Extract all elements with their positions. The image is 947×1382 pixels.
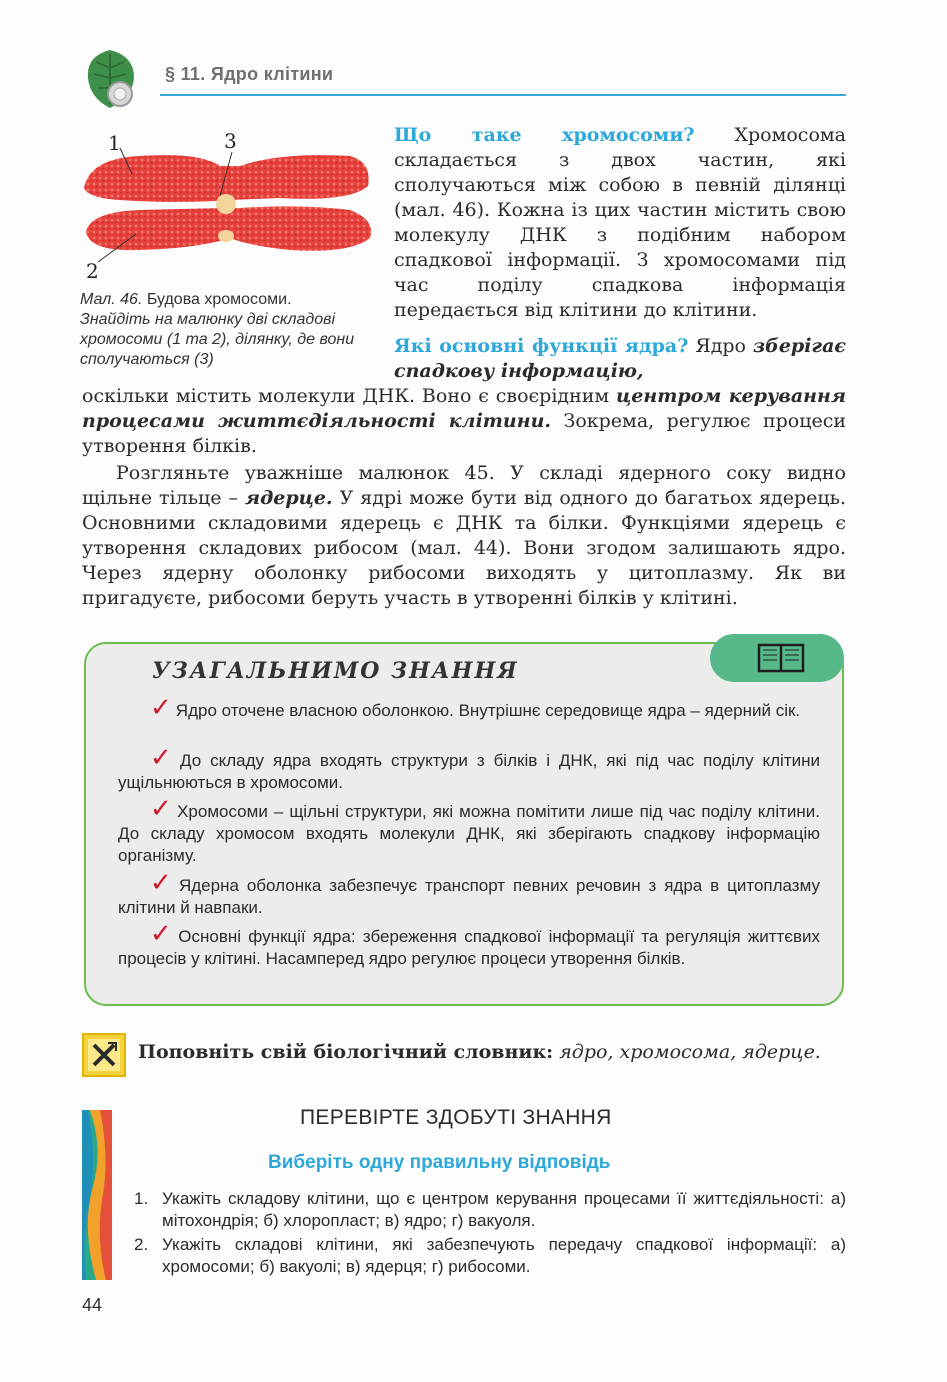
- caption-title-rest: Будова хромосоми.: [142, 291, 292, 308]
- chromosome-figure: [80, 128, 380, 288]
- summary-item: [118, 919, 820, 970]
- question-chromosomes: Що таке хромосоми?: [394, 124, 695, 146]
- paragraph-text: Хромосома складається з двох частин, які сполучаються між собою в певній ділянці (мал. 46). Кожна із цих частин містить свою молекулу ДНК з подібним набором спадкової інформації. З хромосомами під час поділу спадкова інформація передається від клітини до клітини.: [394, 124, 846, 321]
- summary-item-text: Хромосоми – щільні структури, які можна помітити лише під час поділу клітини. До складу хромосом входять молекули ДНК, які зберігають спадкову інформацію організму.: [118, 802, 820, 865]
- summary-item-text: Ядро оточене власною оболонкою. Внутрішнє середовище ядра – ядерний сік.: [175, 701, 801, 720]
- paragraph-text: У ядрі може бути від одного до багатьох ядерець. Основними складовими ядерець є ДНК та білки. Функціями ядерець є утворення складових рибосом (мал. 44). Вони згодом залишають ядро. Через ядерну оболонку рибосоми виходять у цитоплазму. Як ви пригадуєте, рибосоми беруть участь в утворенні білків у клітині.: [82, 487, 846, 609]
- dictionary-terms: ядро, хромосома, ядерце.: [553, 1041, 821, 1063]
- emphasis-text: центром керування процесами життєдіяльності клітини.: [82, 385, 846, 432]
- summary-box: [84, 642, 844, 1006]
- page-number: 44: [82, 1295, 103, 1315]
- check-knowledge-title: ПЕРЕВІРТЕ ЗДОБУТІ ЗНАННЯ: [300, 1106, 612, 1129]
- question-item: [134, 1188, 846, 1232]
- emphasis-text: ядерце.: [244, 487, 333, 509]
- summary-item-text: Ядерна оболонка забезпечує транспорт певних речовин з ядра в цитоплазму клітини й навпаки.: [118, 876, 820, 917]
- figure-label-3: 3: [224, 129, 237, 153]
- question-text: Укажіть складову клітини, що є центром керування процесами її життєдіяльності: а) мітохондрія; б) хлоропласт; в) ядро; г) вакуоля.: [162, 1189, 846, 1230]
- summary-item-text: До складу ядра входять структури з білків і ДНК, які під час поділу клітини ущільнюються в хромосоми.: [118, 751, 820, 792]
- question-number: 2.: [134, 1235, 149, 1254]
- book-icon: [756, 642, 806, 674]
- caption-body: Знайдіть на малюнку дві складові хромосоми (1 та 2), ділянку, де вони сполучаються (3): [80, 311, 355, 368]
- dictionary-label: Поповніть свій біологічний словник:: [138, 1041, 554, 1063]
- centromere: [216, 194, 236, 214]
- summary-item: [118, 743, 820, 794]
- paragraph-chromosomes: [394, 123, 846, 323]
- decorative-side-bar: [82, 1110, 112, 1280]
- question-text: Укажіть складові клітини, які забезпечують передачу спадкової інформації: а) хромосоми; б) вакуолі; в) ядерця; г) рибосоми.: [162, 1235, 846, 1276]
- section-title: § 11. Ядро клітини: [165, 64, 334, 84]
- leaf-badge-icon: [82, 48, 140, 110]
- summary-item: [118, 868, 820, 919]
- summary-item: [118, 693, 820, 723]
- checkmark-icon: ✓: [150, 743, 176, 773]
- paragraph-text: оскільки містить молекули ДНК. Воно є своєрідним: [82, 385, 617, 407]
- checkmark-icon: ✓: [150, 794, 174, 824]
- summary-title: УЗАГАЛЬНИМО ЗНАННЯ: [152, 658, 519, 684]
- dictionary-icon: [82, 1033, 126, 1077]
- caption-title: Мал. 46.: [80, 291, 143, 308]
- figure-label-1: 1: [108, 131, 121, 155]
- question-number: 1.: [134, 1189, 149, 1208]
- checkmark-icon: ✓: [150, 868, 175, 898]
- summary-item-text: Основні функції ядра: збереження спадкової інформації та регуляція життєвих процесів у клітині. Насамперед ядро регулює процеси утворення білків.: [118, 927, 820, 968]
- paragraph-text: Ядро: [688, 335, 753, 357]
- checkmark-icon: ✓: [150, 919, 175, 949]
- dictionary-prompt: [138, 1041, 821, 1063]
- question-item: [134, 1234, 846, 1278]
- paragraph-functions-cont: [82, 384, 846, 459]
- emphasis-text: зберігає спадкову інформацію,: [394, 335, 846, 382]
- summary-item: [118, 794, 820, 867]
- summary-tab: [710, 634, 844, 682]
- checkmark-icon: ✓: [150, 693, 172, 723]
- figure-caption: [80, 290, 380, 370]
- figure-label-2: 2: [86, 259, 99, 283]
- choose-answer-subtitle: Виберіть одну правильну відповідь: [268, 1152, 611, 1173]
- question-functions: Які основні функції ядра?: [394, 335, 689, 357]
- header-rule: [160, 94, 846, 96]
- paragraph-nucleolus: [82, 461, 846, 611]
- paragraph-functions: [394, 334, 846, 384]
- paragraph-text: Зокрема, регулює процеси утворення білків.: [82, 410, 846, 457]
- paragraph-text: Розгляньте уважніше малюнок 45. У складі ядерного соку видно щільне тільце –: [82, 462, 846, 509]
